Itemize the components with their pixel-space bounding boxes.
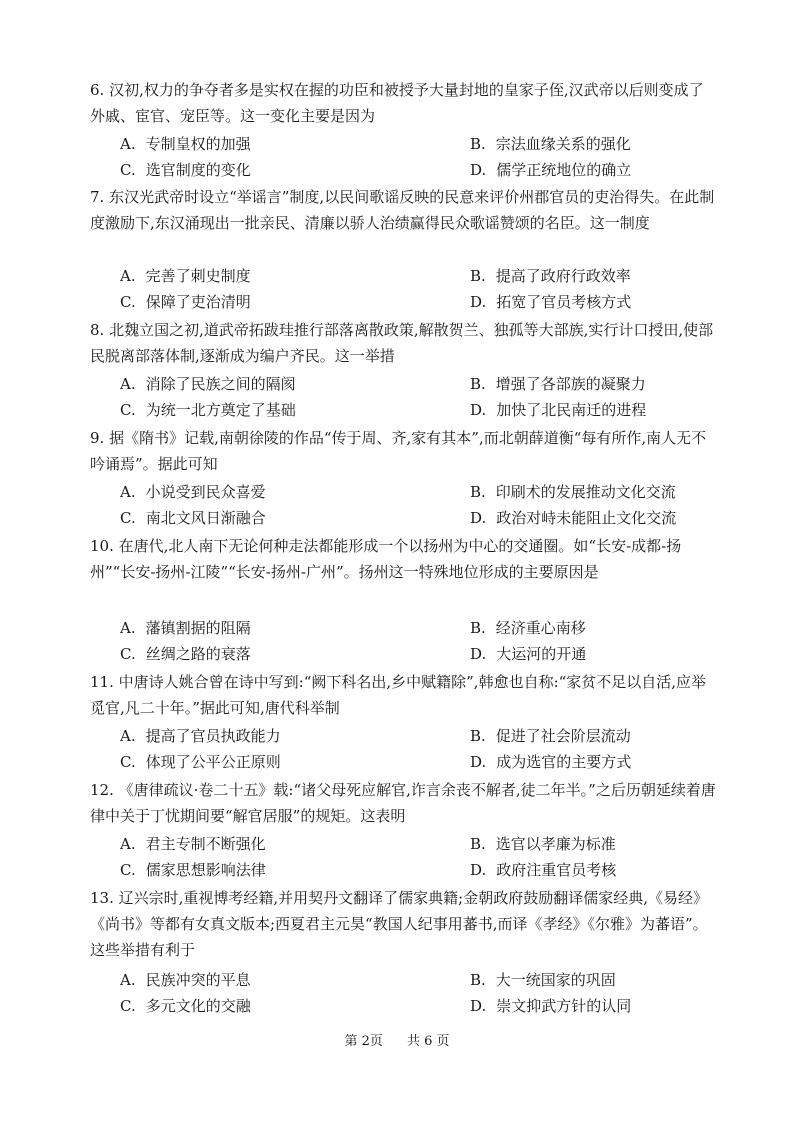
option-text: 保障了吏治清明 — [145, 293, 251, 311]
question-number: 11. — [90, 673, 114, 691]
question-number: 6. — [90, 81, 105, 99]
option-key: D. — [470, 645, 487, 663]
option-c — [120, 751, 281, 773]
option-c — [120, 291, 251, 313]
question-stem — [90, 184, 718, 236]
option-text: 崇文抑武方针的认同 — [496, 997, 632, 1015]
option-key: C. — [120, 645, 136, 663]
option-a — [120, 133, 251, 155]
option-text: 政治对峙未能阻止文化交流 — [496, 509, 677, 527]
option-text: 藩镇割据的阻隔 — [145, 619, 251, 637]
option-c — [120, 859, 266, 881]
option-text: 成为选官的主要方式 — [496, 753, 632, 771]
option-key: D. — [470, 509, 487, 527]
option-text: 政府注重官员考核 — [496, 861, 617, 879]
option-key: A. — [120, 483, 136, 501]
page-footer — [0, 1030, 794, 1049]
option-b — [470, 373, 646, 395]
question-stem — [90, 885, 718, 963]
option-text: 君主专制不断强化 — [145, 835, 266, 853]
option-c — [120, 643, 251, 665]
question-number: 13. — [90, 889, 114, 907]
option-key: C. — [120, 401, 136, 419]
option-key: B. — [470, 135, 486, 153]
question-stem — [90, 425, 718, 477]
option-key: C. — [120, 509, 136, 527]
option-b — [470, 725, 631, 747]
option-key: A. — [120, 267, 136, 285]
question-number: 8. — [90, 321, 105, 339]
question-text: 中唐诗人姚合曾在诗中写到:“阙下科名出,乡中赋籍除”,韩愈也自称:“家贫不足以自活,应举觅官,凡二十年。”据此可知,唐代科举制 — [90, 673, 707, 717]
option-text: 提高了政府行政效率 — [495, 267, 631, 285]
option-key: B. — [470, 267, 486, 285]
question-text: 《唐律疏议·卷二十五》载:“诸父母死应解官,诈言余丧不解者,徒二年半。”之后历朝延续着唐律中关于丁忧期间要“解官居服”的规矩。这表明 — [90, 781, 716, 825]
question-stem — [90, 669, 718, 721]
option-b — [470, 481, 676, 503]
question-number: 7. — [90, 188, 105, 206]
option-text: 提高了官员执政能力 — [145, 727, 281, 745]
option-text: 选官以孝廉为标准 — [495, 835, 616, 853]
option-c — [120, 399, 296, 421]
option-key: B. — [470, 835, 486, 853]
option-text: 宗法血缘关系的强化 — [495, 135, 631, 153]
option-d — [470, 643, 586, 665]
option-key: B. — [470, 971, 486, 989]
option-key: A. — [120, 619, 136, 637]
option-key: D. — [470, 753, 487, 771]
option-key: C. — [120, 861, 136, 879]
option-key: C. — [120, 293, 136, 311]
option-b — [470, 969, 616, 991]
option-b — [470, 265, 631, 287]
page-number: 第 2页 — [344, 1034, 383, 1049]
option-d — [470, 291, 631, 313]
option-d — [470, 399, 646, 421]
option-d — [470, 159, 631, 181]
option-key: A. — [120, 727, 136, 745]
option-c — [120, 159, 251, 181]
option-text: 体现了公平公正原则 — [145, 753, 281, 771]
option-text: 大一统国家的巩固 — [495, 971, 616, 989]
option-text: 消除了民族之间的隔阂 — [145, 375, 296, 393]
option-key: B. — [470, 375, 486, 393]
option-d — [470, 751, 631, 773]
option-b — [470, 133, 631, 155]
question-number: 9. — [90, 429, 105, 447]
option-text: 南北文风日渐融合 — [145, 509, 266, 527]
option-text: 小说受到民众喜爱 — [145, 483, 266, 501]
option-key: A. — [120, 135, 136, 153]
question-stem — [90, 77, 718, 129]
option-a — [120, 373, 296, 395]
option-text: 大运河的开通 — [496, 645, 587, 663]
option-c — [120, 507, 266, 529]
question-text: 北魏立国之初,道武帝拓跋珪推行部落离散政策,解散贺兰、独孤等大部族,实行计口授田,使部民脱离部落体制,逐渐成为编户齐民。这一举措 — [90, 321, 714, 365]
option-key: C. — [120, 161, 136, 179]
question-text: 东汉光武帝时设立“举谣言”制度,以民间歌谣反映的民意来评价州郡官员的吏治得失。在此制度激励下,东汉涌现出一批亲民、清廉以骄人治绩赢得民众歌谣赞颂的名臣。这一制度 — [90, 188, 715, 232]
option-b — [470, 833, 616, 855]
option-key: A. — [120, 835, 136, 853]
question-text: 在唐代,北人南下无论何种走法都能形成一个以扬州为中心的交通圈。如“长安-成都-扬州”“长安-扬州-江陵”“长安-扬州-广州”。扬州这一特殊地位形成的主要原因是 — [90, 537, 682, 581]
option-key: B. — [470, 727, 486, 745]
option-key: A. — [120, 375, 136, 393]
option-key: D. — [470, 861, 487, 879]
option-text: 儒学正统地位的确立 — [496, 161, 632, 179]
option-a — [120, 481, 266, 503]
option-key: D. — [470, 997, 487, 1015]
question-stem — [90, 777, 718, 829]
option-text: 印刷术的发展推动文化交流 — [495, 483, 676, 501]
option-a — [120, 833, 266, 855]
question-stem — [90, 533, 718, 585]
option-text: 多元文化的交融 — [145, 997, 251, 1015]
option-key: C. — [120, 997, 136, 1015]
question-text: 据《隋书》记载,南朝徐陵的作品“传于周、齐,家有其本”,而北朝薛道衡“每有所作,南人无不吟诵焉”。据此可知 — [90, 429, 707, 473]
page-total: 共 6 页 — [407, 1034, 450, 1049]
option-key: A. — [120, 971, 136, 989]
option-text: 丝绸之路的衰落 — [145, 645, 251, 663]
question-stem — [90, 317, 718, 369]
option-key: D. — [470, 293, 487, 311]
option-a — [120, 969, 251, 991]
option-key: D. — [470, 161, 487, 179]
option-b — [470, 617, 586, 639]
option-text: 促进了社会阶层流动 — [495, 727, 631, 745]
option-text: 拓宽了官员考核方式 — [496, 293, 632, 311]
option-a — [120, 265, 251, 287]
option-d — [470, 995, 631, 1017]
option-key: D. — [470, 401, 487, 419]
option-text: 完善了刺史制度 — [145, 267, 251, 285]
question-text: 辽兴宗时,重视博考经籍,并用契丹文翻译了儒家典籍;金朝政府鼓励翻译儒家经典,《易经》《尚书》等都有女真文版本;西夏君主元昊“教国人纪事用蕃书,而译《孝经》《尔雅》为蕃语”。这些举措有利于 — [90, 889, 709, 959]
question-text: 汉初,权力的争夺者多是实权在握的功臣和被授予大量封地的皇家子侄,汉武帝以后则变成了外戚、宦官、宠臣等。这一变化主要是因为 — [90, 81, 704, 125]
option-text: 选官制度的变化 — [145, 161, 251, 179]
option-d — [470, 507, 676, 529]
option-c — [120, 995, 251, 1017]
option-text: 专制皇权的加强 — [145, 135, 251, 153]
option-key: C. — [120, 753, 136, 771]
option-key: B. — [470, 483, 486, 501]
option-text: 民族冲突的平息 — [145, 971, 251, 989]
option-text: 增强了各部族的凝聚力 — [495, 375, 646, 393]
option-text: 经济重心南移 — [495, 619, 586, 637]
option-text: 儒家思想影响法律 — [145, 861, 266, 879]
option-key: B. — [470, 619, 486, 637]
option-a — [120, 725, 281, 747]
question-number: 10. — [90, 537, 114, 555]
option-text: 为统一北方奠定了基础 — [145, 401, 296, 419]
question-number: 12. — [90, 781, 114, 799]
option-a — [120, 617, 251, 639]
option-text: 加快了北民南迁的进程 — [496, 401, 647, 419]
option-d — [470, 859, 616, 881]
